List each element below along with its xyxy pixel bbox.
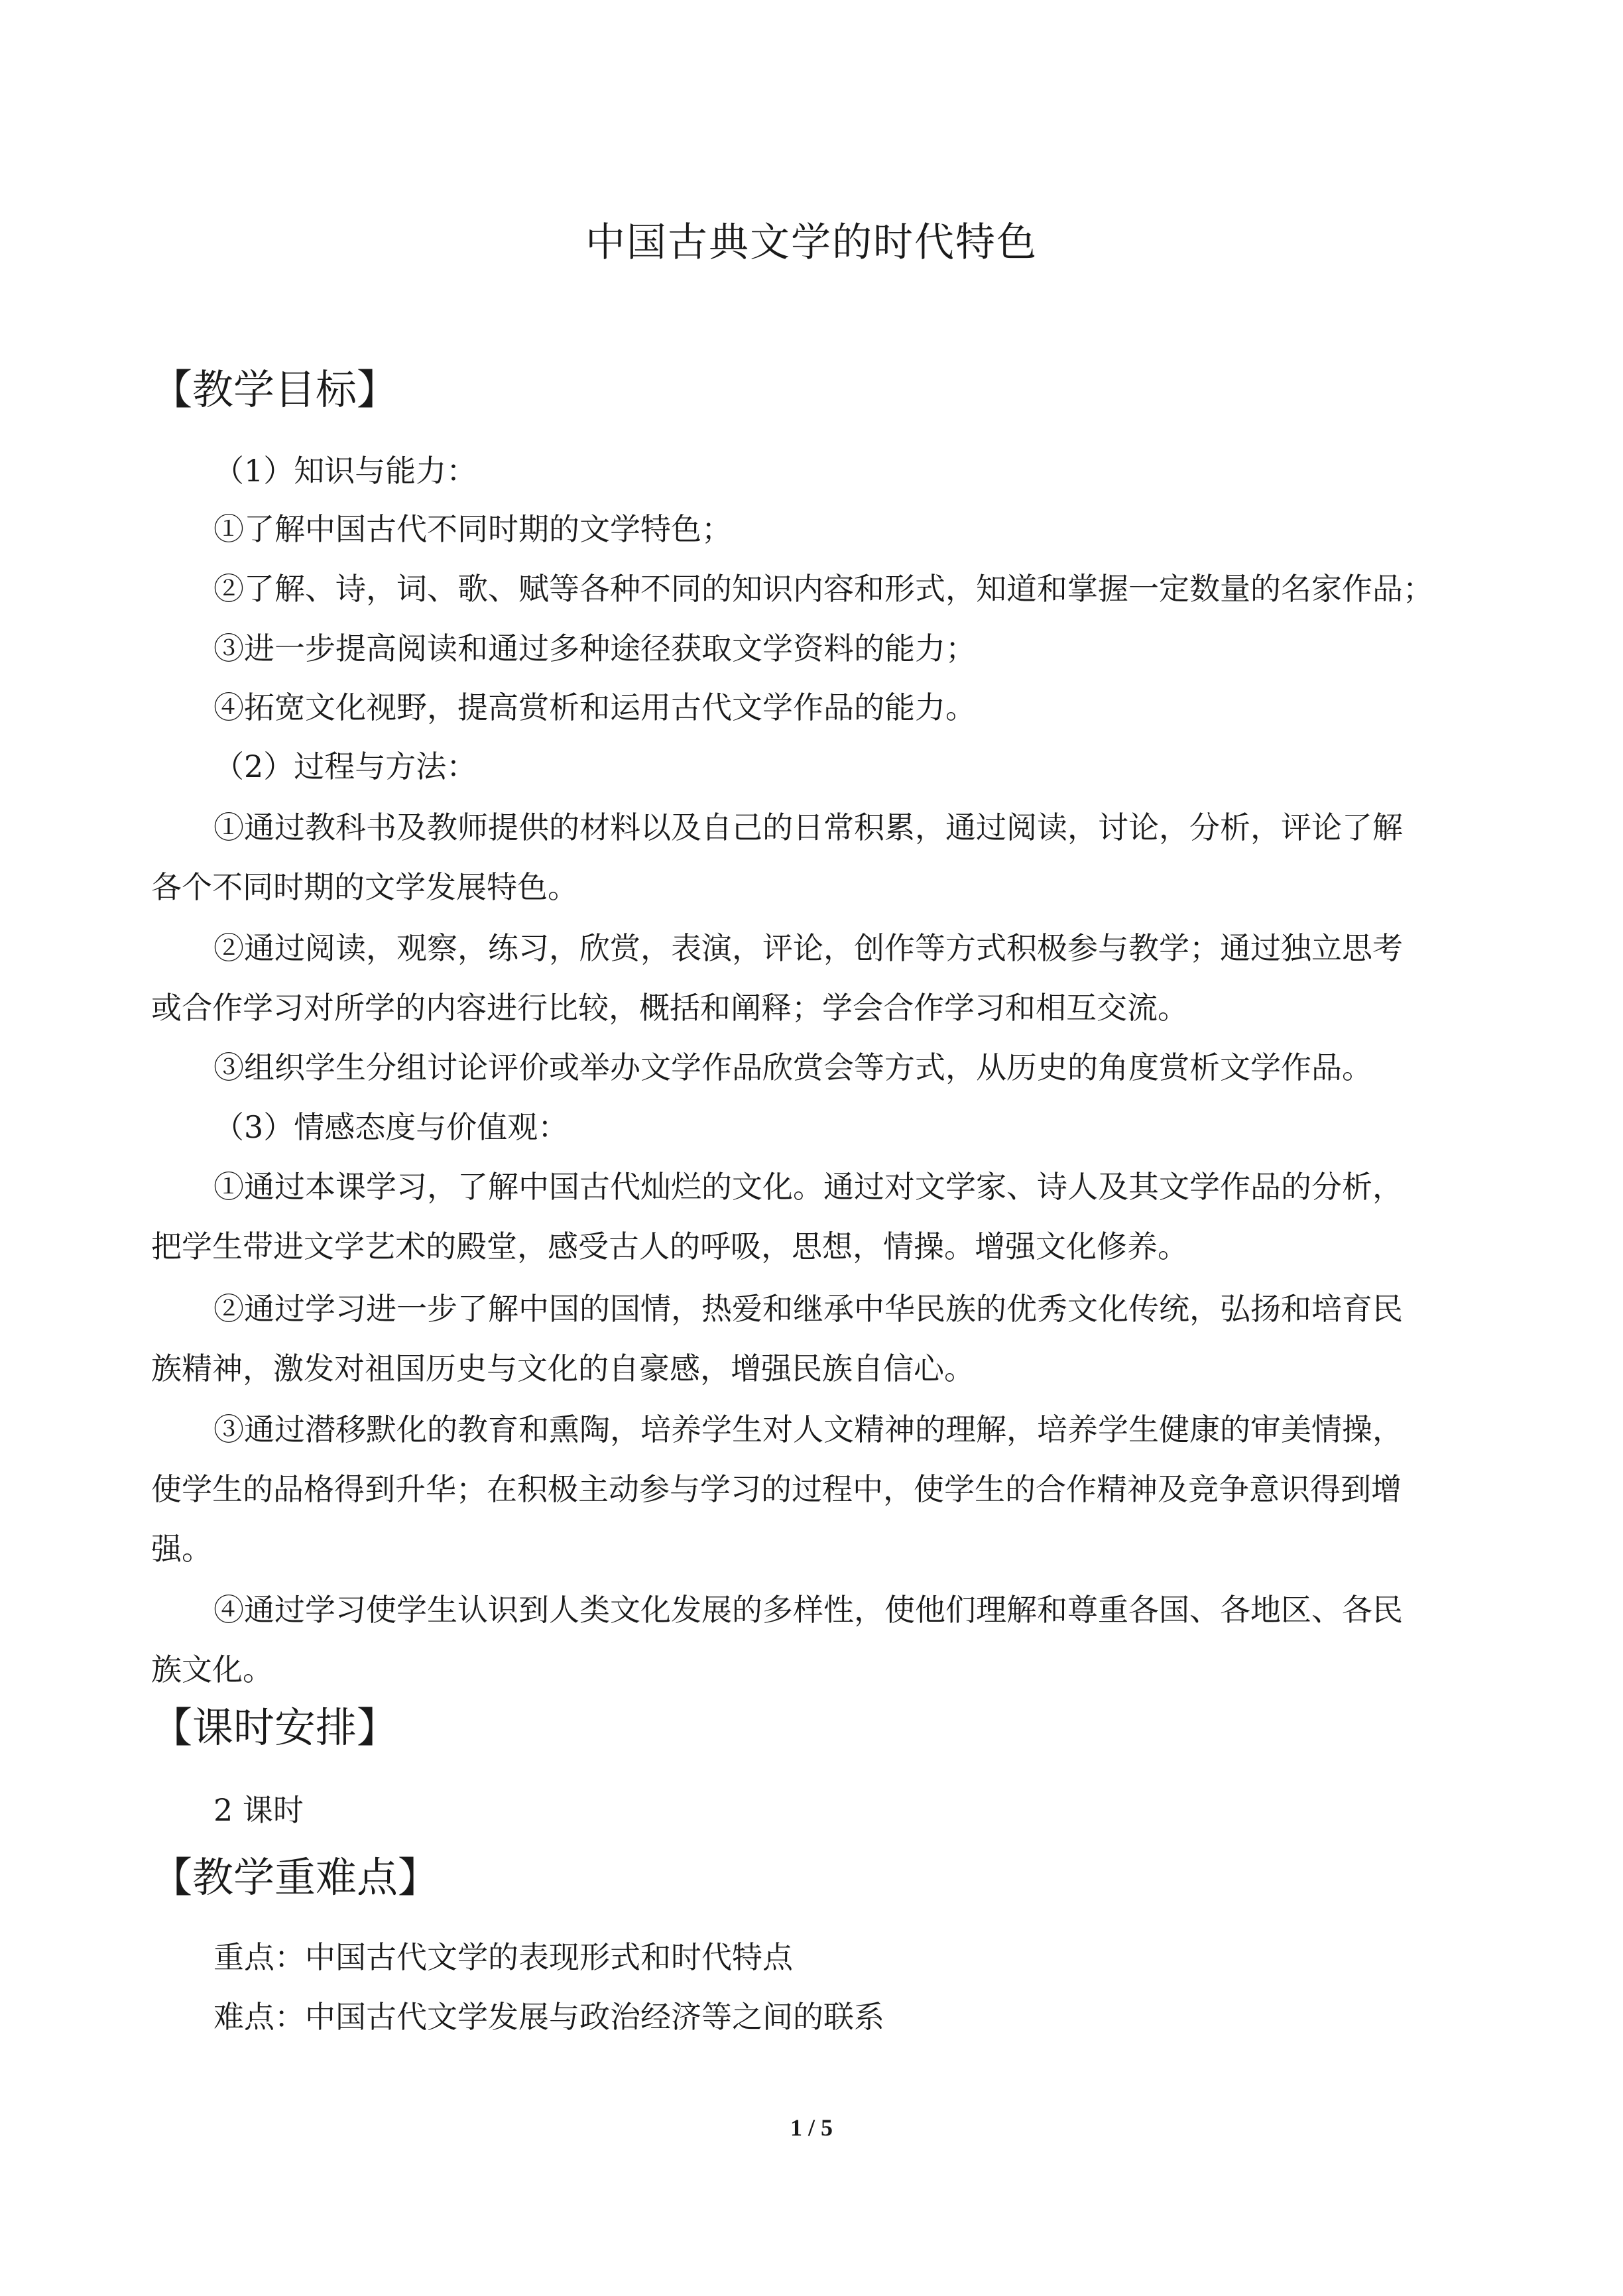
part1-item-3: ③进一步提高阅读和通过多种途径获取文学资料的能力； [213,631,976,666]
part3-item-3-line-3: 强。 [151,1531,212,1567]
schedule-text: 2 课时 [213,1792,304,1828]
part3-item-2-line-2: 族精神，激发对祖国历史与文化的自豪感，增强民族自信心。 [151,1351,975,1386]
part1-item-4: ④拓宽文化视野，提高赏析和运用古代文学作品的能力。 [213,690,976,725]
part3-item-4-line-2: 族文化。 [151,1652,273,1687]
part2-item-3: ③组织学生分组讨论评价或举办文学作品欣赏会等方式，从历史的角度赏析文学作品。 [213,1050,1372,1085]
part2-item-2-line-2: 或合作学习对所学的内容进行比较，概括和阐释；学会合作学习和相互交流。 [151,990,1188,1026]
difficulty-text: 难点：中国古代文学发展与政治经济等之间的联系 [213,1999,884,2035]
part2-label: （2）过程与方法： [213,749,477,784]
part3-item-1-line-1: ①通过本课学习，了解中国古代灿烂的文化。通过对文学家、诗人及其文学作品的分析， [213,1169,1403,1205]
part2-item-1-line-1: ①通过教科书及教师提供的材料以及自己的日常积累，通过阅读，讨论，分析，评论了解 [213,810,1403,845]
part3-item-1-line-2: 把学生带进文学艺术的殿堂，感受古人的呼吸，思想，情操。增强文化修养。 [151,1229,1188,1264]
section-heading-schedule: 【课时安排】 [151,1703,398,1752]
section-heading-objectives: 【教学目标】 [151,365,398,414]
part1-item-2: ②了解、诗，词、歌、赋等各种不同的知识内容和形式，知道和掌握一定数量的名家作品； [213,571,1433,607]
part3-item-2-line-1: ②通过学习进一步了解中国的国情，热爱和继承中华民族的优秀文化传统，弘扬和培育民 [213,1291,1403,1327]
part1-item-1: ①了解中国古代不同时期的文学特色； [213,511,732,547]
part2-item-1-line-2: 各个不同时期的文学发展特色。 [151,869,578,905]
document-title: 中国古典文学的时代特色 [585,219,1038,266]
part3-item-3-line-1: ③通过潜移默化的教育和熏陶，培养学生对人文精神的理解，培养学生健康的审美情操， [213,1412,1403,1447]
part3-label: （3）情感态度与价值观： [213,1109,569,1145]
focus-text: 重点：中国古代文学的表现形式和时代特点 [213,1939,793,1975]
part3-item-3-line-2: 使学生的品格得到升华；在积极主动参与学习的过程中，使学生的合作精神及竞争意识得到增 [151,1471,1402,1507]
section-heading-key-points: 【教学重难点】 [151,1853,440,1902]
part2-item-2-line-1: ②通过阅读，观察，练习，欣赏，表演，评论，创作等方式积极参与教学；通过独立思考 [213,930,1403,966]
part3-item-4-line-1: ④通过学习使学生认识到人类文化发展的多样性，使他们理解和尊重各国、各地区、各民 [213,1592,1403,1628]
page-number: 1 / 5 [790,2114,833,2141]
part1-label: （1）知识与能力： [213,453,477,489]
